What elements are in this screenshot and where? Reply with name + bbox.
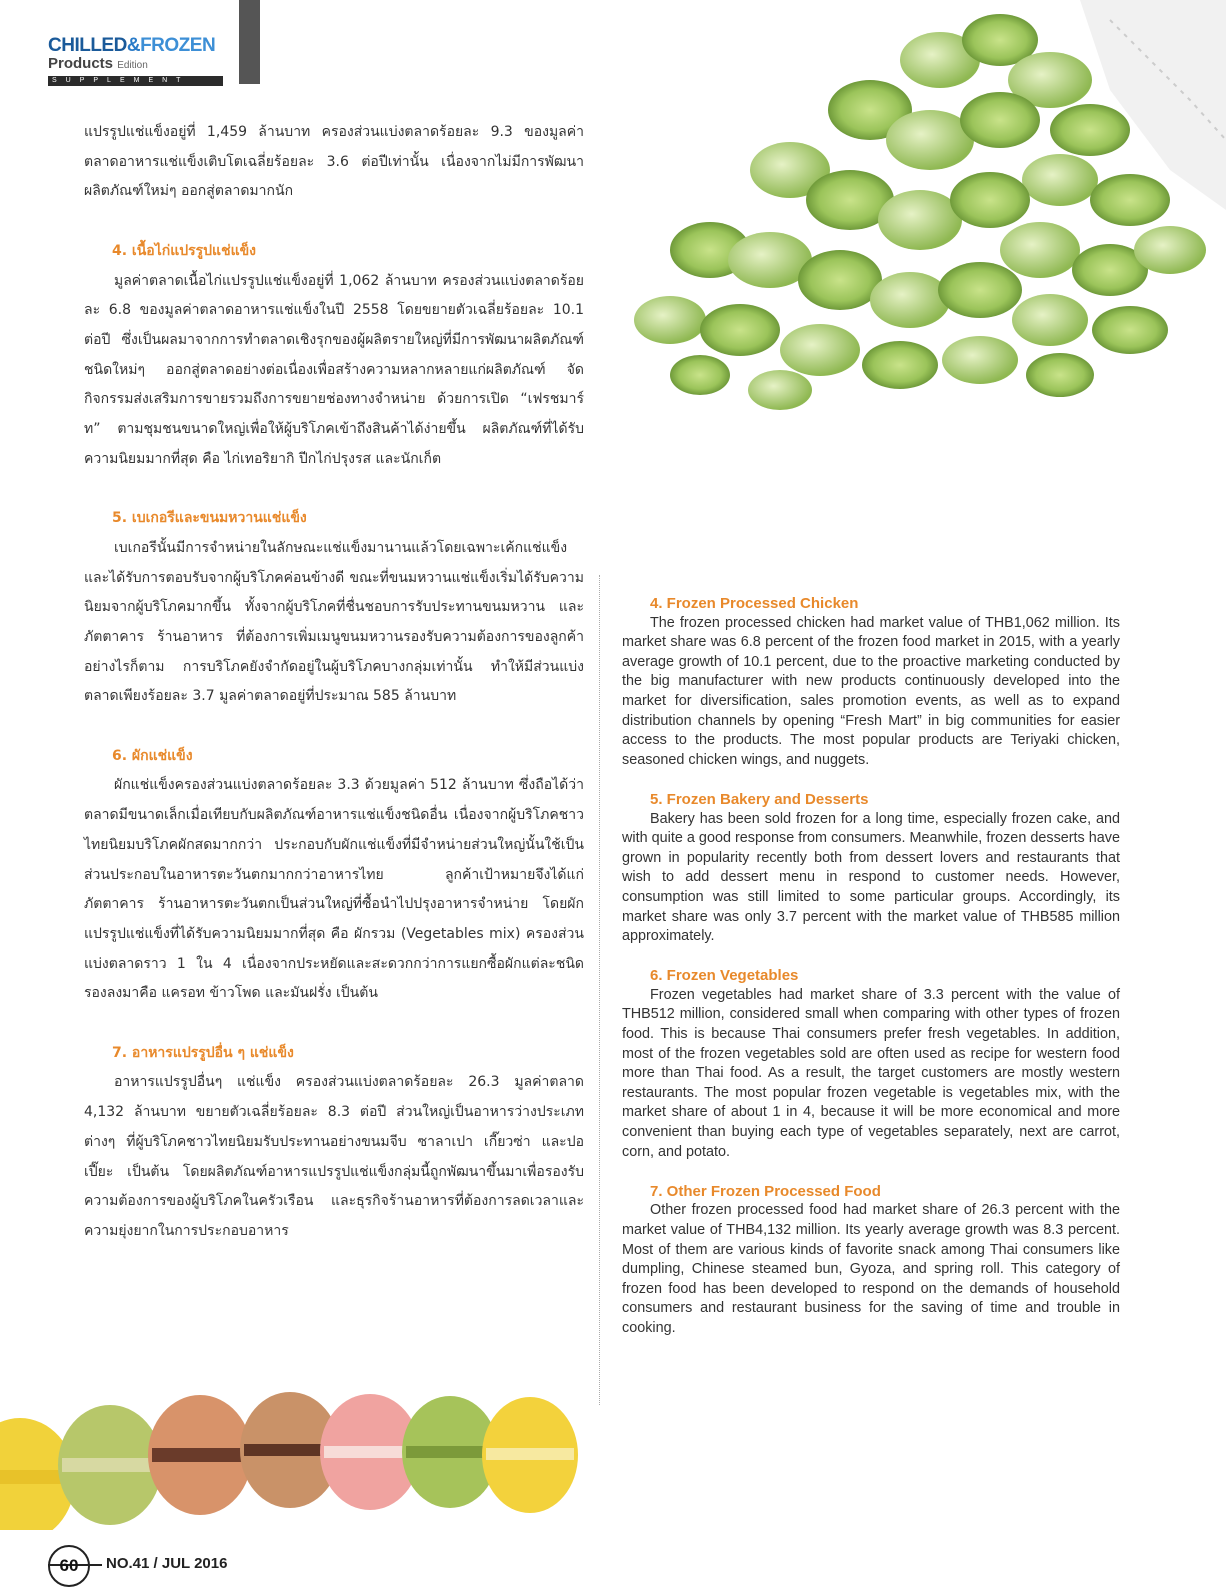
issue-label: NO.41 / JUL 2016	[106, 1555, 228, 1572]
thai-section-4-title: 4. เนื้อไก่แปรรูปแช่แข็ง	[112, 242, 257, 259]
english-section-6-title: 6. Frozen Vegetables	[650, 967, 799, 985]
thai-section-7-title: 7. อาหารแปรรูปอื่น ๆ แช่แข็ง	[112, 1044, 294, 1061]
page-footer	[48, 1545, 308, 1585]
english-section-6-body: Frozen vegetables had market share of 3.3 percent with the value of THB512 million, considered small when comparing with other types of frozen food. This is because Thai consumers prefer fresh vegetables. In addition, most of the frozen vegetables sold are often used as recipe for western food more than Thai food. As a result, the target customers are mostly western restaurants. The most popular frozen vegetable is vegetables mix, with the market share of about 1 in 4, because it will be more economical and more convenient than buying each type of vegetables separately, next are carrot, corn, and potato.	[622, 986, 1120, 1160]
column-divider	[599, 575, 600, 1405]
magazine-logo	[48, 36, 223, 86]
english-section-5-body: Bakery has been sold frozen for a long time, especially frozen cake, and with quite a good response from consumers. Meanwhile, frozen desserts have grown in popularity recently both from dessert lovers and restaurants that wish to add dessert menu in respond to customer needs. However, consumption was still limited to some particular groups. Accordingly, its market share was only 3.7 percent with the market value of THB585 million approximately.	[622, 810, 1120, 945]
logo-subtitle	[48, 56, 223, 74]
english-section-7-body: Other frozen processed food had market share of 26.3 percent with the market value of THB4,132 million. Its yearly average growth was 8.3 percent. Most of them are various kinds of favorite snack among Thai consumers like dumpling, Chinese steamed bun, Gyoza, and spring roll. This category of frozen food has been developed to respond on the demands of household consumers and restaurant business for the saving of time and trouble in cooking.	[622, 1202, 1120, 1336]
logo-title	[48, 36, 223, 56]
macarons-photo	[0, 1360, 610, 1530]
thai-section-5-title: 5. เบเกอรีและขนมหวานแช่แข็ง	[112, 510, 307, 527]
english-section-7-title: 7. Other Frozen Processed Food	[650, 1182, 881, 1200]
english-article	[622, 594, 1120, 1339]
logo-edition: Edition	[117, 60, 148, 71]
edamame-photo	[610, 0, 1226, 420]
page-number: 60	[48, 1545, 90, 1587]
thai-intro-paragraph: แปรรูปแช่แข็งอยู่ที่ 1,459 ล้านบาท ครองส่วนแบ่งตลาดร้อยละ 9.3 ของมูลค่าตลาดอาหารแช่แข็งเติบโตเฉลี่ยร้อยละ 3.6 ต่อปีเท่านั้น เนื่องจากไม่มีการพัฒนาผลิตภัณฑ์ใหม่ๆ ออกสู่ตลาดมากนัก	[84, 124, 584, 200]
logo-brand-frozen: FROZEN	[140, 35, 216, 56]
header-bar	[239, 0, 260, 84]
thai-section-4-body: มูลค่าตลาดเนื้อไก่แปรรูปแช่แข็งอยู่ที่ 1,062 ล้านบาท ครองส่วนแบ่งตลาดร้อยละ 6.8 ของมูลค่าตลาดอาหารแช่แข็งในปี 2558 โดยขยายตัวเฉลี่ยร้อยละ 10.1 ต่อปี ซึ่งเป็นผลมาจากการทำตลาดเชิงรุกของผู้ผลิตรายใหญ่ที่มีการพัฒนาผลิตภัณฑ์ชนิดใหม่ๆ ออกสู่ตลาดอย่างต่อเนื่องเพื่อสร้างความหลากหลายแก่ผลิตภัณฑ์ จัดกิจกรรมส่งเสริมการขายรวมถึงการขยายช่องทางจำหน่าย ด้วยการเปิด “เฟรชมาร์ท” ตามชุมชนขนาดใหญ่เพื่อให้ผู้บริโภคเข้าถึงสินค้าได้ง่ายขึ้น ผลิตภัณฑ์ที่ได้รับความนิยมมากที่สุด คือ ไก่เทอริยากิ ปีกไก่ปรุงรส และนักเก็ต	[84, 272, 584, 467]
thai-section-7-body: อาหารแปรรูปอื่นๆ แช่แข็ง ครองส่วนแบ่งตลาดร้อยละ 26.3 มูลค่าตลาด 4,132 ล้านบาท ขยายตัวเฉลี่ยร้อยละ 8.3 ต่อปี ส่วนใหญ่เป็นอาหารว่างประเภทต่างๆ ที่ผู้บริโภคชาวไทยนิยมรับประทานอย่างขนมจีบ ซาลาเปา เกี๊ยวซ่า และปอเปี๊ยะ เป็นต้น โดยผลิตภัณฑ์อาหารแปรรูปแช่แข็งกลุ่มนี้ถูกพัฒนาขึ้นมาเพื่อรองรับความต้องการของผู้บริโภคในครัวเรือน และธุรกิจร้านอาหารที่ต้องการลดเวลาและความยุ่งยากในการประกอบอาหาร	[84, 1074, 584, 1239]
english-section-4-title: 4. Frozen Processed Chicken	[650, 595, 859, 612]
logo-supplement-strip: SUPPLEMENT	[48, 76, 223, 86]
english-section-4-body: The frozen processed chicken had market value of THB1,062 million. Its market share was 6.8 percent of the frozen food market in 2015, with a yearly average growth of 10.1 percent, due to the proactive marketing conducted by the big manufacturer with new products continuously developed into the market for diversification, sales promotion events, as well as to expand distribution channels by opening “Fresh Mart” in big communities for easier access to the products. The most popular products are Teriyaki chicken, seasoned chicken wings, and nuggets.	[622, 614, 1120, 768]
logo-brand-chilled: CHILLED	[48, 35, 127, 56]
thai-section-5-body: เบเกอรีนั้นมีการจำหน่ายในลักษณะแช่แข็งมานานแล้วโดยเฉพาะเค้กแช่แข็ง และได้รับการตอบรับจากผู้บริโภคค่อนข้างดี ขณะที่ขนมหวานแช่แข็งเริ่มได้รับความนิยมจากผู้บริโภคมากขึ้น ทั้งจากผู้บริโภคที่ชื่นชอบการรับประทานขนมหวาน และภัตตาคาร ร้านอาหาร ที่ต้องการเพิ่มเมนูขนมหวานรองรับความต้องการของลูกค้า อย่างไรก็ตาม การบริโภคยังจำกัดอยู่ในผู้บริโภคบางกลุ่มเท่านั้น ทำให้มีส่วนแบ่งตลาดเพียงร้อยละ 3.7 มูลค่าตลาดอยู่ที่ประมาณ 585 ล้านบาท	[84, 539, 584, 705]
thai-section-6-body: ผักแช่แข็งครองส่วนแบ่งตลาดร้อยละ 3.3 ด้วยมูลค่า 512 ล้านบาท ซึ่งถือได้ว่าตลาดมีขนาดเล็กเมื่อเทียบกับผลิตภัณฑ์อาหารแช่แข็งชนิดอื่น เนื่องจากผู้บริโภคชาวไทยนิยมบริโภคผักสดมากกว่า ประกอบกับผักแช่แข็งที่มีจำหน่ายส่วนใหญ่นั้นใช้เป็นส่วนประกอบในอาหารตะวันตกมากกว่าอาหารไทย ลูกค้าเป้าหมายจึงได้แก่ ภัตตาคาร ร้านอาหารตะวันตกเป็นส่วนใหญ่ที่ซื้อนำไปปรุงอาหารจำหน่าย โดยผักแปรรูปแช่แข็งที่ได้รับความนิยมมากที่สุด คือ ผักรวม (Vegetables mix) ครองส่วนแบ่งตลาดราว 1 ใน 4 เนื่องจากประหยัดและสะดวกกว่าการแยกซื้อผักแต่ละชนิด รองลงมาคือ แครอท ข้าวโพด และมันฝรั่ง เป็นต้น	[84, 777, 584, 1002]
thai-article	[84, 118, 584, 1247]
logo-ampersand: &	[126, 35, 141, 56]
logo-products: Products	[48, 55, 114, 72]
english-section-5-title: 5. Frozen Bakery and Desserts	[650, 790, 869, 808]
thai-section-6-title: 6. ผักแช่แข็ง	[112, 747, 193, 764]
